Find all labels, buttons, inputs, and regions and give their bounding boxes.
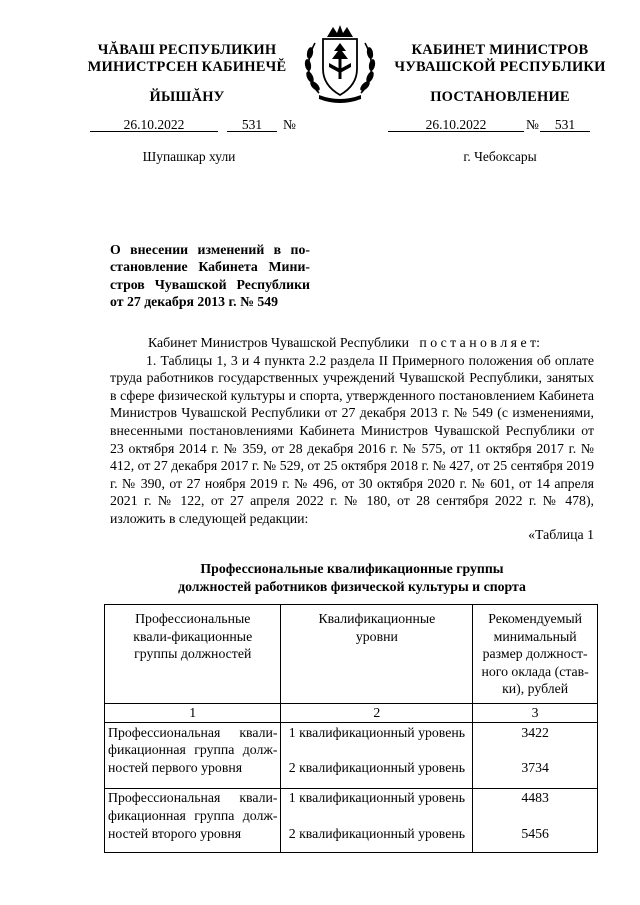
level-label: 1 квалификационный уровень <box>288 724 466 740</box>
subject-line: от 27 декабря 2013 г. № 549 <box>110 294 279 310</box>
right-header-title-line2: ЧУВАШСКОЙ РЕСПУБЛИКИ <box>394 59 606 75</box>
chuvashia-coat-of-arms-icon <box>297 21 383 105</box>
levels-cell <box>281 722 473 789</box>
salary-value: 3422 <box>521 724 549 740</box>
table-column-numbers-row <box>105 703 598 722</box>
levels-cell <box>281 789 473 853</box>
salary-table <box>104 604 598 853</box>
right-date: 26.10.2022 <box>425 117 487 132</box>
column-number-cell: 2 <box>281 703 473 722</box>
right-header-title <box>375 42 625 76</box>
right-number: 531 <box>554 117 576 132</box>
left-doc-type: ЙЫШĂНУ <box>149 89 225 105</box>
salaries-cell <box>473 789 598 853</box>
table-header-cell: Профессиональные квали-фикационные группы должностей <box>105 605 281 704</box>
left-header-title-line1: ЧĂВАШ РЕСПУБЛИКИН <box>97 42 277 58</box>
table-title <box>110 560 594 595</box>
right-number-sign: № <box>526 117 539 132</box>
left-date: 26.10.2022 <box>123 117 185 132</box>
body-text <box>110 334 594 528</box>
column-number-cell: 1 <box>105 703 281 722</box>
salary-value: 3734 <box>521 759 549 775</box>
intro-paragraph: Кабинет Министров Чувашской Республики п о с т а н о в л я е т: <box>148 335 540 350</box>
subject-line: стров Чувашской Республики <box>110 276 310 292</box>
left-number: 531 <box>241 117 263 132</box>
paragraph-1: 1. Таблицы 1, 3 и 4 пункта 2.2 раздела II Примерного положения об оплате труда работников государственных учреждений Чувашской Республики, занятых в сфере физической культуры и спорта, утвержденного постановлением Кабинета Министров Чувашской Республики от 27 декабря 2013 г. № 549 (с изменениями, внесенными постановлениями Кабинета Министров Чувашской Республики от 23 октября 2014 г. № 359, от 28 декабря 2016 г. № 575, от 11 октября 2017 г. № 412, от 27 декабря 2017 г. № 529, от 25 октября 2018 г. № 427, от 25 сентября 2019 г. № 390, от 27 ноября 2019 г. № 496, от 30 октября 2020 г. № 601, от 14 апреля 2021 г. № 122, от 27 апреля 2022 г. № 180, от 28 сентября 2022 г. № 478), изложить в следующей редакции: <box>110 352 594 526</box>
table-header-cell: Квалификационные уровни <box>281 605 473 704</box>
table-title-line2: должностей работников физической культуры и спорта <box>178 578 526 594</box>
left-city: Шупашкар хули <box>142 149 236 164</box>
level-label: 2 квалификационный уровень <box>288 825 466 841</box>
right-header-title-line1: КАБИНЕТ МИНИСТРОВ <box>411 42 589 58</box>
table-header-cell: Рекомендуемый минимальный размер должност-ного оклада (став-ки), рублей <box>473 605 598 704</box>
subject-line: О внесении изменений в по- <box>110 242 310 257</box>
table-header-row <box>105 605 598 704</box>
column-number-cell: 3 <box>473 703 598 722</box>
left-header-title <box>62 42 312 76</box>
group-name-cell: Профессиональная квали-фикационная группа долж-ностей второго уровня <box>105 789 281 853</box>
right-city: г. Чебоксары <box>463 149 537 164</box>
right-doc-type: ПОСТАНОВЛЕНИЕ <box>430 89 570 105</box>
table-title-line1: Профессиональные квалификационные группы <box>200 561 504 576</box>
salary-value: 5456 <box>521 825 549 841</box>
salaries-cell <box>473 722 598 789</box>
group-name-cell: Профессиональная квали-фикационная группа долж-ностей первого уровня <box>105 722 281 789</box>
salary-value: 4483 <box>521 790 549 806</box>
table-row <box>105 789 598 853</box>
document-subject <box>110 241 310 311</box>
table-row <box>105 722 598 789</box>
left-number-sign: № <box>283 117 296 132</box>
subject-line: становление Кабинета Мини- <box>110 259 310 275</box>
level-label: 1 квалификационный уровень <box>288 790 466 806</box>
level-label: 2 квалификационный уровень <box>288 759 466 775</box>
left-header-title-line2: МИНИСТРСЕН КАБИНЕЧĔ <box>87 59 287 75</box>
table-reference: «Таблица 1 <box>528 527 594 542</box>
